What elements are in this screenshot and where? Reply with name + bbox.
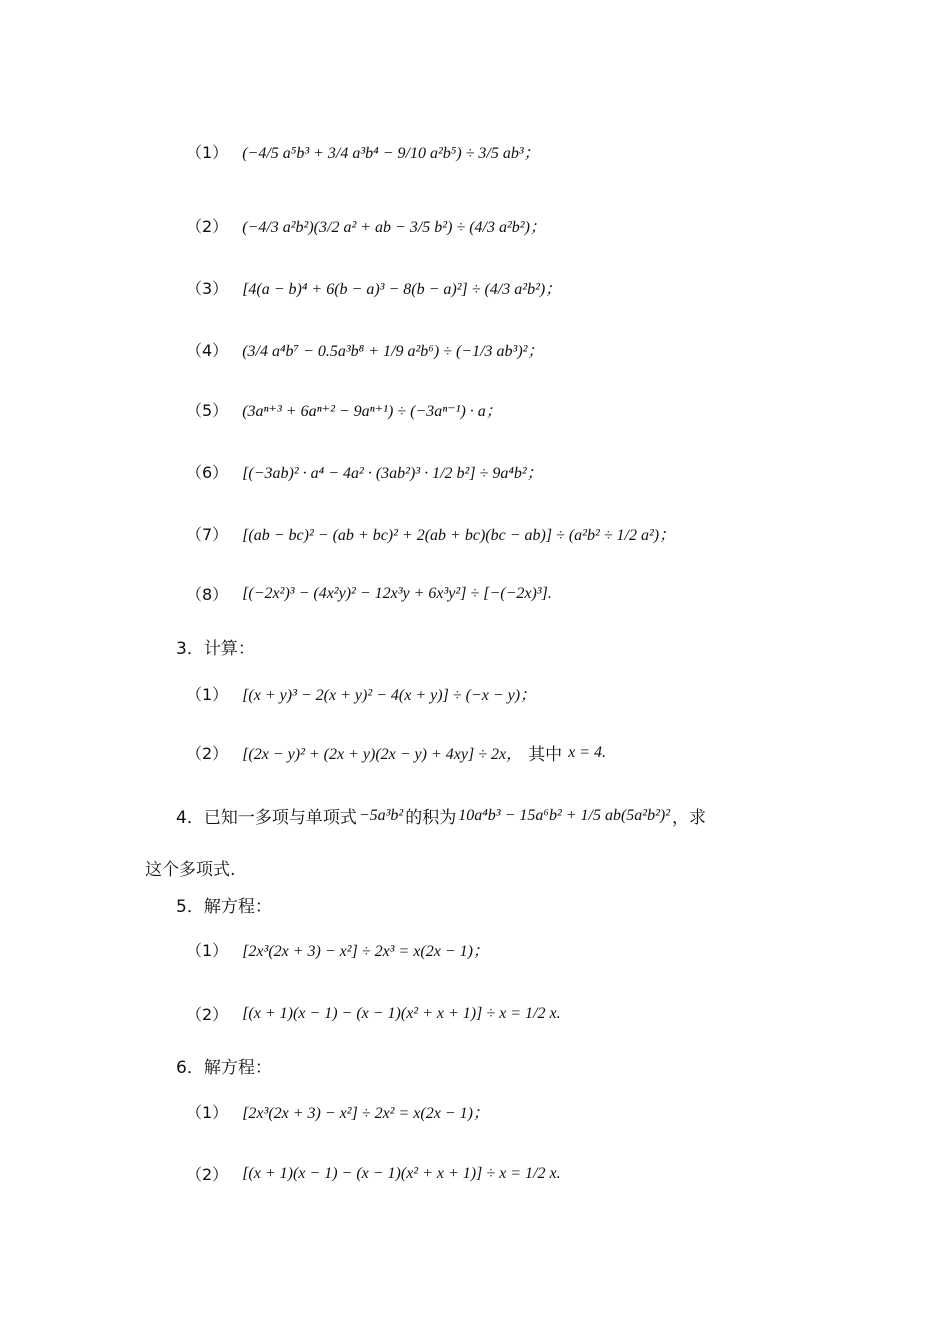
math-expression: (3aⁿ⁺³ + 6aⁿ⁺² − 9aⁿ⁺¹) ÷ (−3aⁿ⁻¹) · a； (242, 403, 502, 420)
problem-2-1 (186, 140, 540, 163)
item-label: （7） (186, 525, 229, 544)
problem-5-2 (186, 1002, 561, 1025)
math-expression: [(−2x²)³ − (4x²y)² − 12x³y + 6x³y²] ÷ [−(−2x)³]. (242, 584, 552, 602)
problem-5-1 (186, 938, 489, 961)
problem-4-text-b: 的积为 (405, 808, 457, 828)
problem-6-1 (186, 1100, 489, 1123)
section-5-title: 5．解方程： (176, 897, 272, 917)
math-expression: [(2x − y)² + (2x + y)(2x − y) + 4xy] ÷ 2x， (242, 746, 523, 763)
item-label: （2） (186, 1005, 229, 1024)
section-3-title: 3．计算： (176, 639, 255, 659)
problem-2-2 (186, 214, 546, 237)
item-label: （5） (186, 401, 229, 420)
problem-2-4 (186, 338, 543, 361)
problem-4 (176, 803, 706, 828)
math-expression: (3/4 a⁴b⁷ − 0.5a³b⁸ + 1/9 a²b⁶) ÷ (−1/3 ab³)²； (242, 343, 544, 360)
math-expression: [4(a − b)⁴ + 6(b − a)³ − 8(b − a)²] ÷ (4/3 a²b²)； (242, 281, 562, 298)
condition-text: 其中 (528, 745, 563, 765)
item-label: （2） (186, 217, 229, 236)
condition-expression: x = 4. (568, 743, 606, 761)
problem-3-1 (186, 682, 536, 705)
math-expression: [(−3ab)² · a⁴ − 4a² · (3ab²)³ · 1/2 b²] ÷ 9a⁴b²； (242, 465, 543, 482)
item-label: （1） (186, 143, 229, 162)
math-expression: [2x³(2x + 3) − x²] ÷ 2x³ = x(2x − 1)； (242, 943, 489, 960)
item-label: （6） (186, 463, 229, 482)
item-label: （2） (186, 744, 229, 763)
item-label: （8） (186, 585, 229, 604)
problem-2-5 (186, 398, 502, 421)
item-label: （1） (186, 941, 229, 960)
math-expression: [(x + 1)(x − 1) − (x − 1)(x² + x + 1)] ÷ x = 1/2 x. (242, 1164, 561, 1182)
problem-2-3 (186, 276, 561, 299)
item-label: （1） (186, 685, 229, 704)
item-label: （3） (186, 279, 229, 298)
math-expression: (−4/5 a⁵b³ + 3/4 a³b⁴ − 9/10 a²b⁵) ÷ 3/5 ab³； (242, 145, 540, 162)
math-expression: [2x³(2x + 3) − x²] ÷ 2x² = x(2x − 1)； (242, 1105, 489, 1122)
section-6-title: 6．解方程： (176, 1058, 272, 1078)
problem-2-7 (186, 522, 675, 545)
product-expression: 10a⁴b³ − 15a⁶b² + 1/5 ab(5a²b²)² (458, 806, 671, 824)
item-label: （2） (186, 1165, 229, 1184)
problem-3-2 (186, 740, 606, 765)
item-label: （1） (186, 1103, 229, 1122)
problem-6-2 (186, 1162, 561, 1185)
problem-4-text-c: ，求 (672, 808, 707, 828)
problem-4-text-a: 4．已知一多项与单项式 (176, 808, 357, 828)
problem-4-text-d: 这个多项式. (145, 860, 236, 880)
math-expression: (−4/3 a²b²)(3/2 a² + ab − 3/5 b²) ÷ (4/3 a²b²)； (242, 219, 546, 236)
math-expression: [(ab − bc)² − (ab + bc)² + 2(ab + bc)(bc − ab)] ÷ (a²b² ÷ 1/2 a²)； (242, 527, 676, 544)
monomial-expression: −5a³b² (358, 806, 404, 824)
problem-2-8 (186, 582, 552, 605)
item-label: （4） (186, 341, 229, 360)
math-expression: [(x + 1)(x − 1) − (x − 1)(x² + x + 1)] ÷ x = 1/2 x. (242, 1004, 561, 1022)
math-expression: [(x + y)³ − 2(x + y)² − 4(x + y)] ÷ (−x − y)； (242, 687, 537, 704)
problem-2-6 (186, 460, 543, 483)
